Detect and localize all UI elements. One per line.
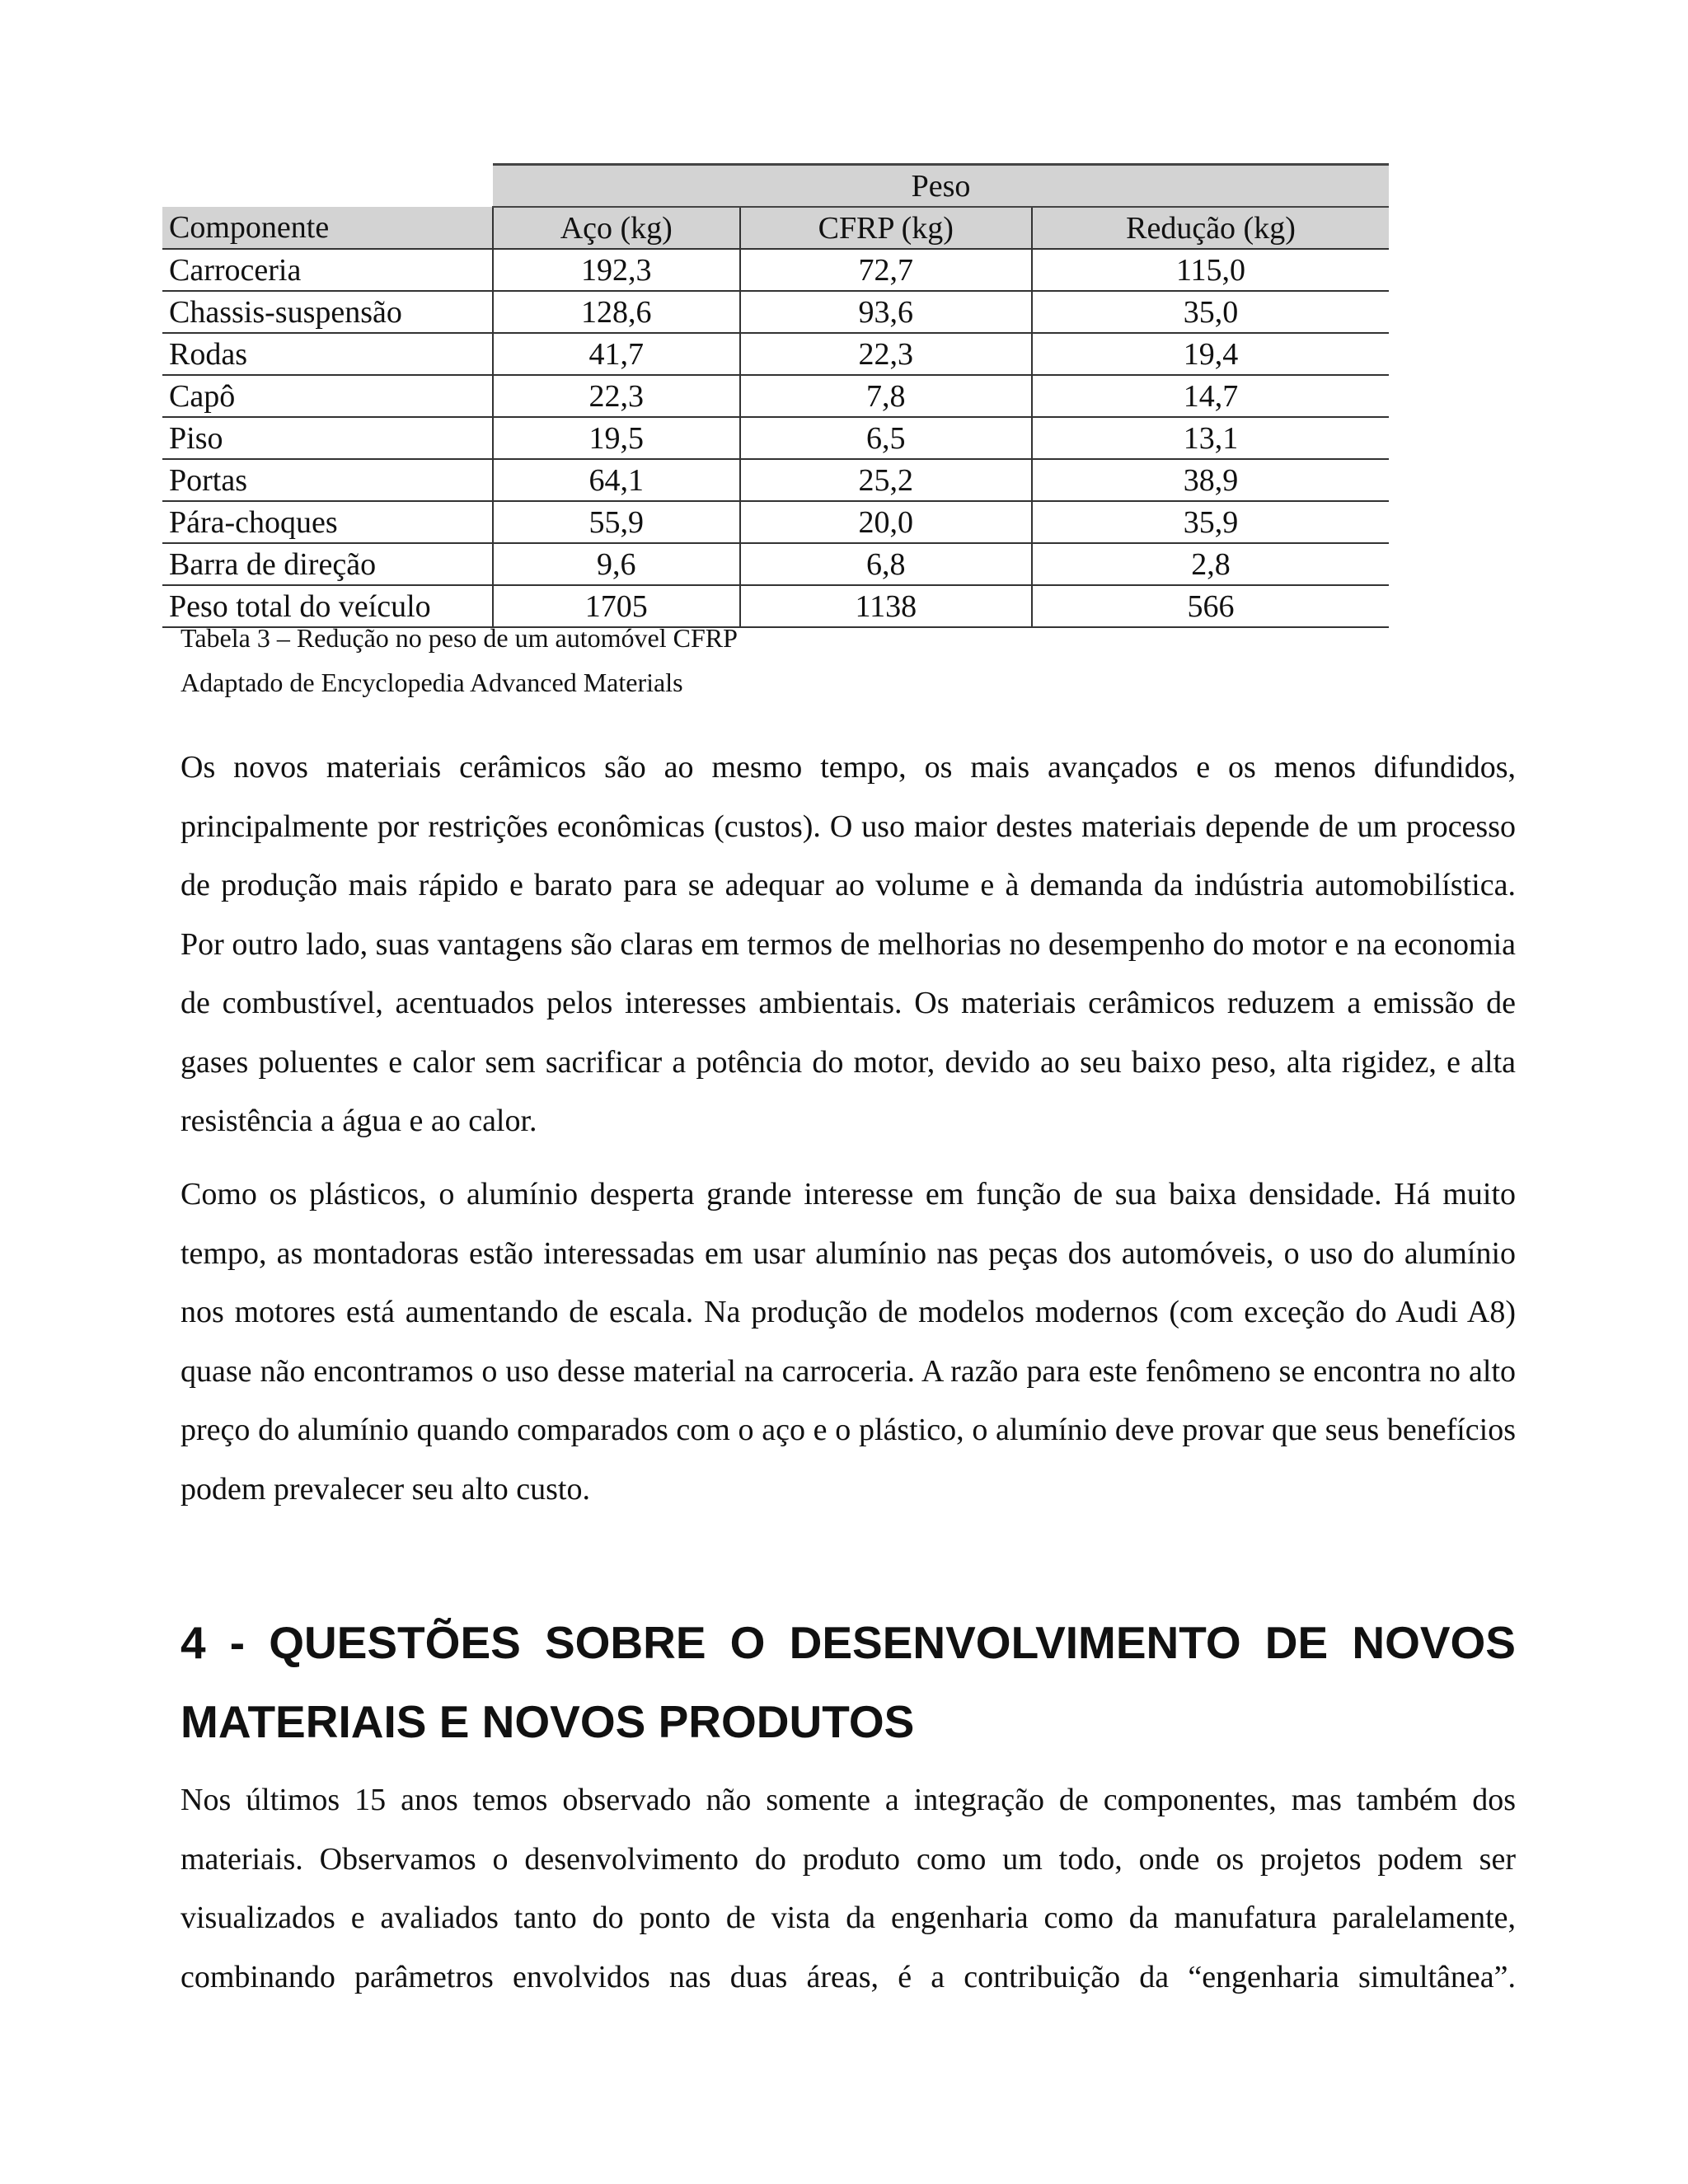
table-cell: 1705 [493, 585, 740, 627]
table-group-header: Peso [493, 165, 1389, 208]
table-row [162, 375, 1389, 417]
table-cell: 41,7 [493, 333, 740, 375]
table-row [162, 459, 1389, 501]
paragraph-ceramics: Os novos materiais cerâmicos são ao mesmo tempo, os mais avançados e os menos difundidos, principalmente por restrições econômicas (custos). O uso maior destes materiais depende de um processo de produção mais rápido e barato para se adequar ao volume e à demanda da indústria automobilística. Por outro lado, suas vantagens são claras em termos de melhorias no desempenho do motor e na economia de combustível, acentuados pelos interesses ambientais. Os materiais cerâmicos reduzem a emissão de gases poluentes e calor sem sacrificar a potência do motor, devido ao seu baixo peso, alta rigidez, e alta resistência a água e ao calor. [181, 750, 1516, 1138]
table-caption: Tabela 3 – Redução no peso de um automóvel CFRP [181, 623, 738, 653]
table-cell: 19,5 [493, 417, 740, 459]
table-corner-blank [162, 165, 493, 208]
table-cell: Rodas [162, 333, 493, 375]
table-cell: Chassis-suspensão [162, 291, 493, 333]
table-row [162, 333, 1389, 375]
table-row [162, 291, 1389, 333]
table-cell: Pára-choques [162, 501, 493, 543]
column-header: Aço (kg) [493, 207, 740, 249]
table-row [162, 543, 1389, 585]
table-cell: 35,9 [1032, 501, 1389, 543]
table-cell: 7,8 [740, 375, 1032, 417]
table-cell: 2,8 [1032, 543, 1389, 585]
table-source: Adaptado de Encyclopedia Advanced Materials [181, 668, 683, 697]
table-cell: 128,6 [493, 291, 740, 333]
table-cell: 64,1 [493, 459, 740, 501]
table-cell: 55,9 [493, 501, 740, 543]
table-cell: 72,7 [740, 249, 1032, 291]
table-cell: 25,2 [740, 459, 1032, 501]
table-cell: Portas [162, 459, 493, 501]
table-cell: 22,3 [493, 375, 740, 417]
table-cell: 35,0 [1032, 291, 1389, 333]
paragraph-aluminum: Como os plásticos, o alumínio desperta grande interesse em função de sua baixa densidade. Há muito tempo, as montadoras estão interessadas em usar alumínio nas peças dos automóveis, o uso do alumínio nos motores está aumentando de escala. Na produção de modelos modernos (com exceção do Audi A8) quase não encontramos o uso desse material na carroceria. A razão para este fenômeno se encontra no alto preço do alumínio quando comparados com o aço e o plástico, o alumínio deve provar que seus benefícios podem prevalecer seu alto custo. [181, 1177, 1516, 1507]
column-header: Componente [162, 207, 493, 249]
table-row [162, 249, 1389, 291]
table-cell: 6,8 [740, 543, 1032, 585]
table-cell: Barra de direção [162, 543, 493, 585]
table-cell: 6,5 [740, 417, 1032, 459]
paragraph-integration: Nos últimos 15 anos temos observado não somente a integração de componentes, mas também dos materiais. Observamos o desenvolvimento do produto como um todo, onde os projetos podem ser visualizados e avaliados tanto do ponto de vista da engenharia como da manufatura paralelamente, combinando parâmetros envolvidos nas duas áreas, é a contribuição da “engenharia simultânea”. [181, 1783, 1516, 1994]
table-cell: 1138 [740, 585, 1032, 627]
table-cell: 19,4 [1032, 333, 1389, 375]
table-group-header-row [162, 165, 1389, 208]
table-header-row [162, 207, 1389, 249]
section-heading: 4 - QUESTÕES SOBRE O DESENVOLVIMENTO DE NOVOS MATERIAIS E NOVOS PRODUTOS [181, 1617, 1516, 1747]
column-header: Redução (kg) [1032, 207, 1389, 249]
table-cell: 20,0 [740, 501, 1032, 543]
table-row [162, 501, 1389, 543]
table-cell: 115,0 [1032, 249, 1389, 291]
table-cell: 192,3 [493, 249, 740, 291]
weight-reduction-table [162, 163, 1389, 628]
table-cell: 38,9 [1032, 459, 1389, 501]
table-cell: Peso total do veículo [162, 585, 493, 627]
column-header: CFRP (kg) [740, 207, 1032, 249]
table-cell: Capô [162, 375, 493, 417]
table-cell: Carroceria [162, 249, 493, 291]
table-cell: 22,3 [740, 333, 1032, 375]
table-cell: Piso [162, 417, 493, 459]
table-cell: 14,7 [1032, 375, 1389, 417]
table-cell: 566 [1032, 585, 1389, 627]
table-cell: 9,6 [493, 543, 740, 585]
table-cell: 93,6 [740, 291, 1032, 333]
table-row [162, 417, 1389, 459]
table-cell: 13,1 [1032, 417, 1389, 459]
